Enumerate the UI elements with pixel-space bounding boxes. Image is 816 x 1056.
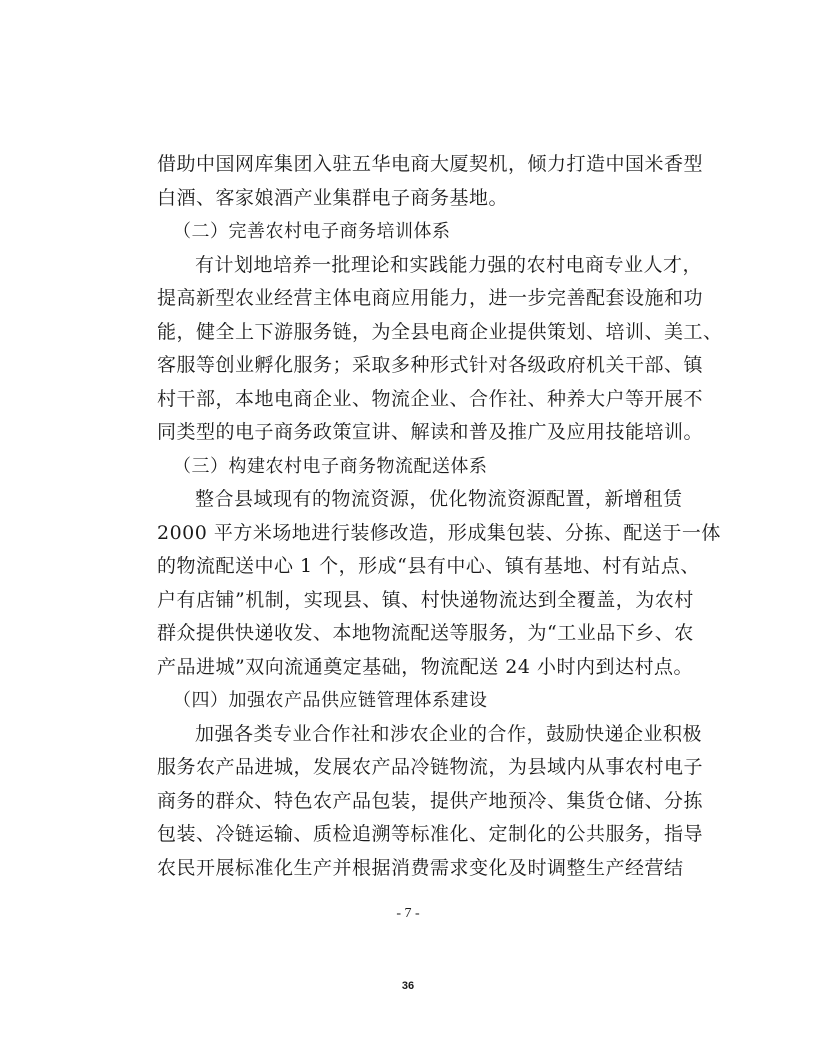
body-text-line: 借助中国网库集团入驻五华电商大厦契机，倾力打造中国米香型 bbox=[157, 153, 704, 175]
section-heading: （二）完善农村电子商务培训体系 bbox=[173, 221, 451, 242]
body-text-line: 包装、冷链运输、质检追溯等标准化、定制化的公共服务，指导 bbox=[157, 823, 704, 845]
body-text-line: 村干部，本地电商企业、物流企业、合作社、种养大户等开展不 bbox=[157, 387, 704, 410]
body-text-line: 户有店铺”机制，实现县、镇、村快递物流达到全覆盖，为农村 bbox=[157, 588, 694, 611]
body-text-line: 群众提供快递收发、本地物流配送等服务，为“工业品下乡、农 bbox=[157, 622, 694, 644]
body-text-line: 白酒、客家娘酒产业集群电子商务基地。 bbox=[157, 186, 509, 209]
body-text-line: 商务的群众、特色农产品包装，提供产地预冷、集货仓储、分拣 bbox=[157, 789, 704, 812]
body-text-line: 能，健全上下游服务链，为全县电商企业提供策划、培训、美工、 bbox=[157, 320, 723, 343]
body-text-line: 客服等创业孵化服务；采取多种形式针对各级政府机关干部、镇 bbox=[157, 354, 704, 376]
body-text-line: 服务农产品进城，发展农产品冷链物流，为县域内从事农村电子 bbox=[157, 756, 704, 778]
body-text-line: 农民开展标准化生产并根据消费需求变化及时调整生产经营结 bbox=[157, 856, 684, 879]
body-text-line: 加强各类专业合作社和涉农企业的合作，鼓励快递企业积极 bbox=[195, 722, 703, 745]
body-text-line: 产品进城”双向流通奠定基础，物流配送 24 小时内到达村点。 bbox=[157, 655, 693, 678]
body-text-line: 提高新型农业经营主体电商应用能力，进一步完善配套设施和功 bbox=[157, 287, 704, 309]
page-number: - 7 - bbox=[396, 906, 420, 921]
body-text-line: 有计划地培养一批理论和实践能力强的农村电商专业人才， bbox=[195, 253, 703, 276]
body-text-line: 的物流配送中心 1 个，形成“县有中心、镇有基地、村有站点、 bbox=[157, 555, 700, 577]
body-text-line: 2000 平方米场地进行装修改造，形成集包装、分拣、配送于一体 bbox=[157, 521, 721, 544]
body-text-line: 同类型的电子商务政策宣讲、解读和普及推广及应用技能培训。 bbox=[157, 421, 704, 443]
footer-page-number: 36 bbox=[401, 980, 415, 992]
document-body bbox=[157, 148, 723, 885]
section-heading: （三）构建农村电子商务物流配送体系 bbox=[173, 455, 488, 477]
body-text-line: 整合县域现有的物流资源，优化物流资源配置，新增租赁 bbox=[195, 488, 683, 510]
section-heading: （四）加强农产品供应链管理体系建设 bbox=[173, 690, 488, 711]
